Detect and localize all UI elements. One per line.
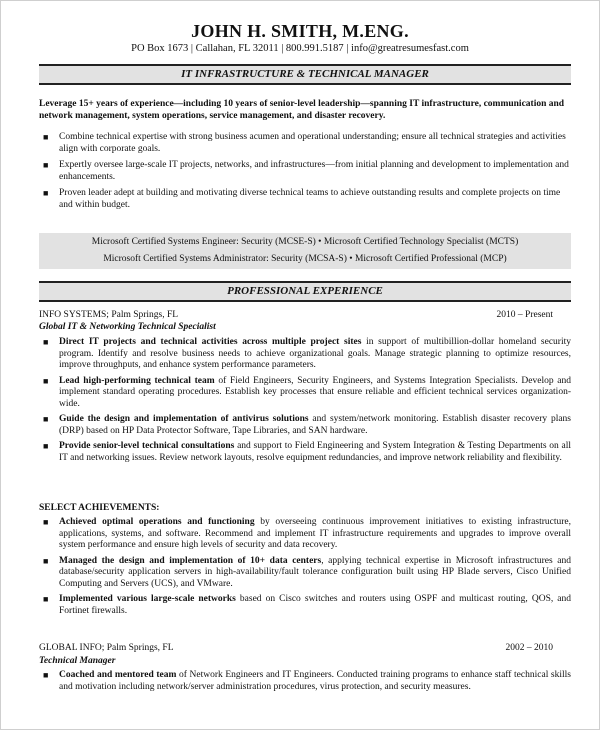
headline-band: IT INFRASTRUCTURE & TECHNICAL MANAGER (39, 64, 571, 85)
job2-title: Technical Manager (39, 656, 116, 666)
job1-dates: 2010 – Present (496, 310, 553, 320)
bullet-icon: ■ (43, 132, 49, 142)
job1-bullets (39, 337, 571, 468)
bullet-lead: Managed the design and implementation of 10+ data centers (59, 555, 322, 566)
list-item (39, 594, 571, 617)
achievements-heading: SELECT ACHIEVEMENTS: (39, 503, 160, 513)
bullet-text: of Field Engineers, Security Engineers, and Systems Integration Specialists. Develop and implement standard operating procedures. Establish key processes that ensure reliable and efficient technical services organization-wide. (59, 375, 571, 409)
bullet-icon: ■ (43, 594, 49, 604)
bullet-lead: Implemented various large-scale networks (59, 594, 236, 604)
summary-bullets (39, 132, 571, 216)
list-item (39, 160, 571, 183)
bullet-text: of Network Engineers and IT Engineers. Conducted training programs to enhance staff technical skills and motivation including network/server administration procedures, virus protection, and security measures. (59, 670, 571, 692)
bullet-icon: ■ (43, 414, 49, 424)
candidate-name: JOHN H. SMITH, M.ENG. (191, 21, 409, 41)
list-item (39, 376, 571, 411)
bullet-text: and support to Field Engineering and System Integration & Testing Departments on all IT and networking issues. Review network layouts, resolve equipment redundancies, and improve network reliability and flexibility. (59, 441, 571, 463)
bullet-text: in support of multibillion-dollar homeland security program. Identify and resolve business needs to achieve organizational goals. Manage strategic planning to optimize resources, improve throughputs, and enhance system performance parameters. (59, 337, 572, 370)
job1-company: INFO SYSTEMS; Palm Springs, FL (39, 310, 179, 320)
list-item (39, 132, 571, 155)
bullet-text: Expertly oversee large-scale IT projects, networks, and infrastructures—from initial planning and development to implementation and enhancements. (59, 160, 569, 182)
job2-company: GLOBAL INFO; Palm Springs, FL (39, 643, 174, 653)
list-item (39, 414, 571, 437)
bullet-icon: ■ (43, 375, 49, 386)
bullet-icon: ■ (43, 160, 49, 170)
bullet-lead: Coached and mentored team (59, 670, 177, 680)
list-item (39, 188, 571, 211)
bullet-icon: ■ (43, 670, 49, 680)
bullet-text: and system/network monitoring. Establish disaster recovery plans (DRP) based on HP Data Protector Software, Tape Libraries, and SAN hardware. (59, 414, 571, 436)
experience-heading: PROFESSIONAL EXPERIENCE (39, 281, 571, 302)
contact-line: PO Box 1673 | Callahan, FL 32011 | 800.991.5187 | info@greatresumesfast.com (131, 43, 469, 54)
bullet-text: based on Cisco switches and routers using OSPF and multicast routing, QOS, and Fortinet firewalls. (59, 594, 572, 616)
bullet-icon: ■ (43, 517, 49, 527)
bullet-icon: ■ (43, 337, 49, 347)
list-item (39, 517, 571, 552)
bullet-icon: ■ (43, 188, 49, 198)
list-item (39, 337, 571, 372)
bullet-text: Combine technical expertise with strong business acumen and operational understanding; ensure all technical strategies and activities align with corporate goals. (59, 132, 566, 154)
bullet-icon: ■ (43, 555, 49, 566)
bullet-lead: Achieved optimal operations and functioning (59, 517, 255, 527)
bullet-lead: Guide the design and implementation of antivirus solutions (59, 414, 309, 424)
job1-company-line (39, 309, 553, 321)
summary-paragraph: Leverage 15+ years of experience—including 10 years of senior-level leadership—spanning IT infrastructure, communication and network management, system operations, service management, and disaster recovery. (39, 99, 565, 121)
bullet-lead: Direct IT projects and technical activities across multiple project sites (59, 337, 362, 347)
certification-line: Microsoft Certified Systems Engineer: Security (MCSE-S) • Microsoft Certified Technology Specialist (MCTS) (91, 237, 519, 247)
bullet-icon: ■ (43, 441, 49, 451)
bullet-text: , applying technical expertise in Microsoft infrastructures and database/security application servers in high-availability/fault tolerance configuration built using HP Blade servers, Cisco Unified Computing and Servers (UCS), and VMware. (59, 555, 571, 589)
certification-line: Microsoft Certified Systems Administrator: Security (MCSA-S) • Microsoft Certified Professional (MCP) (103, 254, 507, 264)
bullet-lead: Lead high-performing technical team (59, 375, 215, 386)
job2-company-line (39, 642, 553, 654)
list-item (39, 441, 571, 464)
bullet-lead: Provide senior-level technical consultations (59, 441, 235, 451)
bullet-text: Proven leader adept at building and motivating diverse technical teams to achieve outstanding results and complete projects on time and within budget. (59, 188, 561, 210)
job1-title: Global IT & Networking Technical Specialist (39, 322, 216, 332)
achievements-bullets (39, 517, 571, 621)
job2-dates: 2002 – 2010 (505, 643, 553, 653)
certifications-box (39, 233, 571, 269)
bullet-text: by overseeing continuous improvement initiatives to existing infrastructure, applications, systems, and software. Recommend and implement IT infrastructure requirements and upgrades to improve overall system performance and ensure high levels of security and data recovery. (59, 517, 571, 550)
list-item (39, 556, 571, 591)
list-item (39, 670, 571, 693)
job2-bullets (39, 670, 571, 697)
